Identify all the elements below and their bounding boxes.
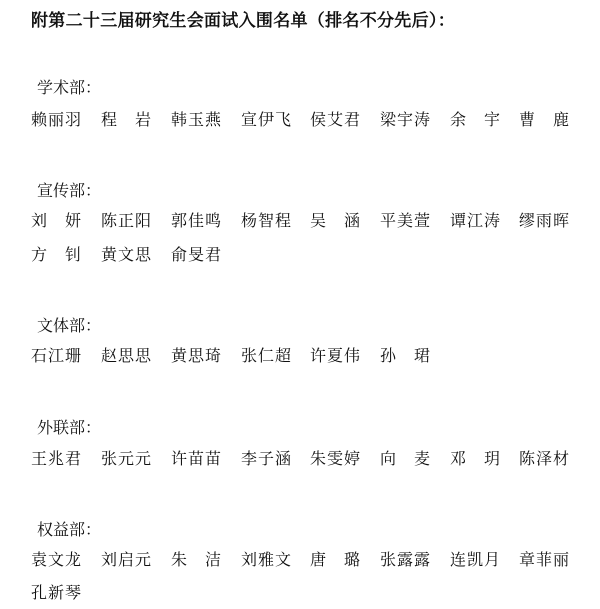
name-item: 谭江涛	[450, 211, 500, 230]
name-item: 刘 妍	[31, 211, 81, 230]
dept-heading-academic: 学术部：	[37, 78, 102, 97]
name-item: 袁文龙	[31, 550, 81, 569]
name-item: 张元元	[101, 449, 151, 468]
name-item: 平美萱	[380, 211, 430, 230]
name-item: 韩玉燕	[171, 110, 221, 129]
name-item: 陈泽材	[519, 449, 569, 468]
dept-heading-publicity: 宣传部：	[37, 181, 102, 200]
name-item: 张仁超	[241, 346, 291, 365]
name-item: 缪雨晖	[519, 211, 569, 230]
name-item: 章菲丽	[519, 550, 569, 569]
dept-heading-rights: 权益部：	[37, 520, 102, 539]
name-item: 许苗苗	[171, 449, 221, 468]
name-item: 黄思琦	[171, 346, 221, 365]
name-item: 曹 鹿	[519, 110, 569, 129]
name-item: 许夏伟	[310, 346, 360, 365]
name-item: 陈正阳	[101, 211, 151, 230]
name-item: 程 岩	[101, 110, 151, 129]
name-item: 朱 洁	[171, 550, 221, 569]
name-item: 俞旻君	[171, 245, 221, 264]
dept-heading-external: 外联部：	[37, 418, 102, 437]
name-item: 朱雯婷	[310, 449, 360, 468]
name-item: 杨智程	[241, 211, 291, 230]
name-item: 李子涵	[241, 449, 291, 468]
name-item: 张露露	[380, 550, 430, 569]
name-item: 邓 玥	[450, 449, 500, 468]
name-item: 吴 涵	[310, 211, 360, 230]
name-item: 连凯月	[450, 550, 500, 569]
name-item: 郭佳鸣	[171, 211, 221, 230]
name-item: 孔新琴	[31, 583, 81, 602]
name-item: 赖丽羽	[31, 110, 81, 129]
name-item: 唐 璐	[310, 550, 360, 569]
name-item: 王兆君	[31, 449, 81, 468]
name-item: 石江珊	[31, 346, 81, 365]
page-title: 附第二十三届研究生会面试入围名单（排名不分先后）：	[31, 11, 455, 31]
name-item: 孙 珺	[380, 346, 430, 365]
name-item: 刘启元	[101, 550, 151, 569]
dept-heading-sports: 文体部：	[37, 316, 102, 335]
name-item: 黄文思	[101, 245, 151, 264]
name-item: 刘雅文	[241, 550, 291, 569]
name-item: 梁宇涛	[380, 110, 430, 129]
name-item: 侯艾君	[310, 110, 360, 129]
name-item: 余 宇	[450, 110, 500, 129]
name-item: 向 麦	[380, 449, 430, 468]
name-item: 方 钊	[31, 245, 81, 264]
name-item: 宣伊飞	[241, 110, 291, 129]
name-item: 赵思思	[101, 346, 151, 365]
